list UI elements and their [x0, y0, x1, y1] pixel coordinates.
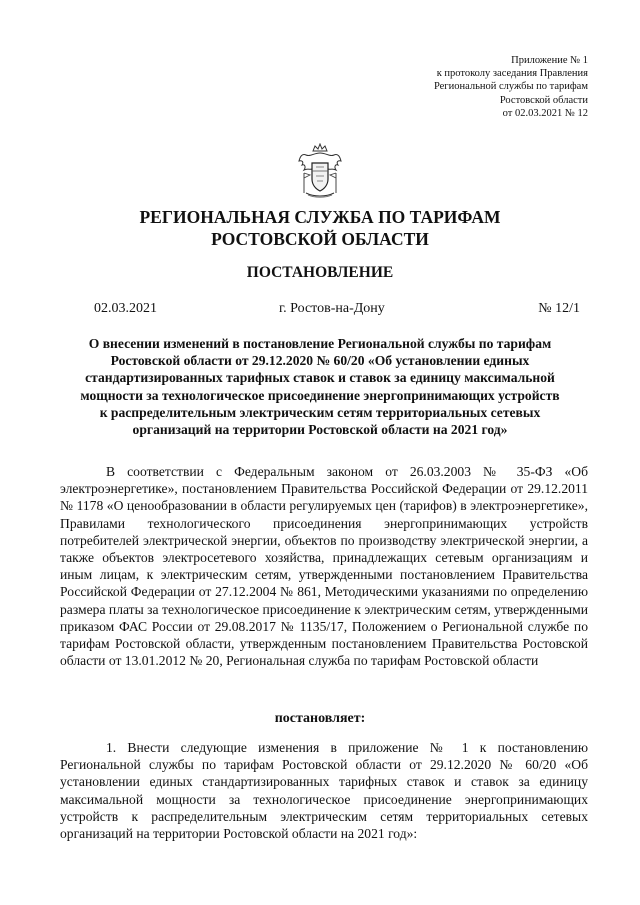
- subject-line: стандартизированных тарифных ставок и ставок за единицу максимальной: [85, 370, 555, 386]
- document-date: 02.03.2021: [94, 301, 157, 316]
- appendix-line: Региональной службы по тарифам: [433, 81, 588, 93]
- subject-line: к распределительным электрическим сетям территориальных сетевых: [99, 404, 541, 420]
- document-subject: [60, 335, 580, 438]
- document-type: ПОСТАНОВЛЕНИЕ: [246, 264, 394, 281]
- item-1-paragraph: 1. Внести следующие изменения в приложение № 1 к постановлению Региональной службы по тарифам Ростовской области от 29.12.2020 № 60/20 «Об установлении единых стандартизированных тарифных ставок и ставок за единицу максимальной мощности за технологическое присоединение энергопринимающих устройств к распределительным электрическим сетям территориальных сетевых организаций на территории Ростовской области на 2021 год»:: [60, 740, 588, 842]
- appendix-line: Ростовской области: [499, 94, 588, 106]
- org-line-2: РОСТОВСКОЙ ОБЛАСТИ: [211, 229, 429, 249]
- org-line-1: РЕГИОНАЛЬНАЯ СЛУЖБА ПО ТАРИФАМ: [139, 207, 501, 227]
- coat-of-arms-icon: [296, 143, 344, 199]
- appendix-note: [434, 54, 588, 120]
- appendix-line: от 02.03.2021 № 12: [502, 107, 588, 119]
- appendix-line: к протоколу заседания Правления: [436, 68, 588, 80]
- subject-line: Ростовской области от 29.12.2020 № 60/20 «Об установлении единых: [110, 353, 530, 369]
- document-number: № 12/1: [538, 301, 580, 316]
- organization-name: [0, 206, 640, 250]
- subject-line: мощности за технологическое присоединение энергопринимающих устройств: [80, 387, 560, 403]
- document-city: г. Ростов-на-Дону: [279, 301, 385, 316]
- appendix-line: Приложение № 1: [511, 55, 588, 66]
- subject-line: О внесении изменений в постановление Региональной службы по тарифам: [88, 336, 552, 351]
- subject-line: организаций на территории Ростовской области на 2021 год»: [132, 422, 508, 438]
- preamble-paragraph: В соответствии с Федеральным законом от 26.03.2003 № 35-ФЗ «Об электроэнергетике», постановлением Правительства Российской Федерации от 29.12.2011 № 1178 «О ценообразовании в области регулируемых цен (тарифов) в электроэнергетике», Правилами технологического присоединения энергопринимающих устройств потребителей электрической энергии, объектов по производству электрической энергии, а также объектов электросетевого хозяйства, принадлежащих сетевым организациям и иным лицам, к электрическим сетям, утвержденными постановлением Правительства Российской Федерации от 27.12.2004 № 861, Методическими указаниями по определению размера платы за технологическое присоединение к электрическим сетям, утвержденными приказом ФАС России от 29.08.2017 № 1135/17, Положением о Региональной службе по тарифам Ростовской области, утвержденным постановлением Правительства Ростовской области от 13.01.2012 № 20, Региональная служба по тарифам Ростовской области: [60, 464, 588, 669]
- resolves-heading: постановляет:: [274, 711, 366, 726]
